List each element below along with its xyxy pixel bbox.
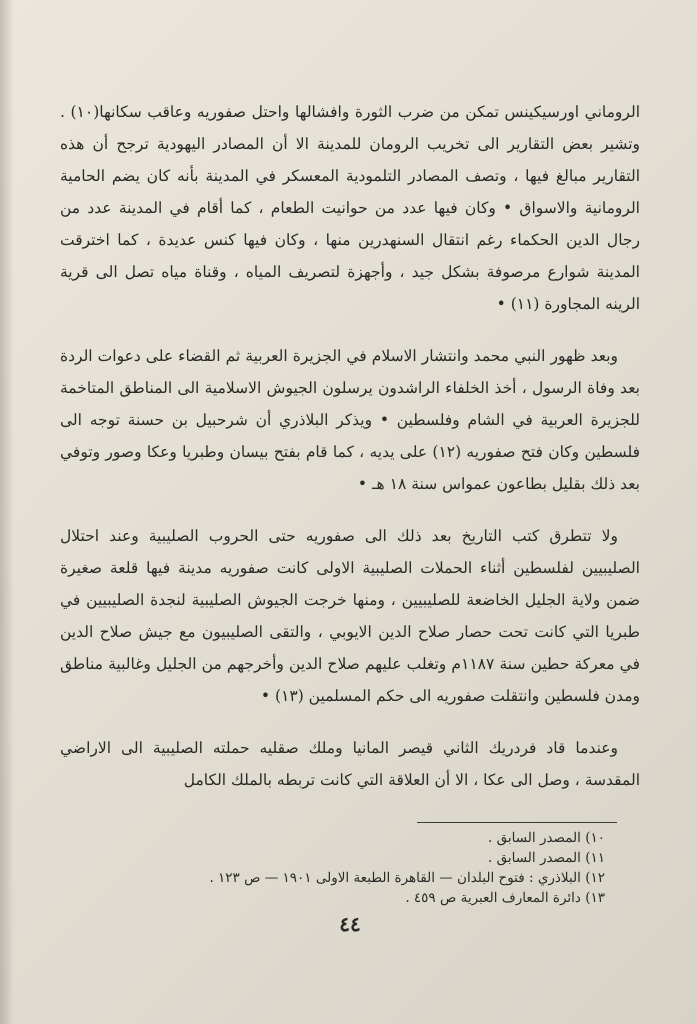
footnote-separator [417,822,617,823]
page-number: ٤٤ [339,912,361,936]
footnote-11: ١١) المصدر السابق . [488,850,605,866]
paragraph-1: الروماني اورسيكينس تمكن من ضرب الثورة وافشالها واحتل صفوريه وعاقب سكانها(١٠) . وتشير بعض التقارير الى تخريب الرومان للمدينة الا أن المصادر اليهودية ترجح أن هذه التقارير مبالغ فيها ، وتصف المصادر التلمودية المعسكر في المدينة بأنه كان يضم الحامية الرومانية والاسواق • وكان فيها عدد من حوانيت الطعام ، كما أقام في المدينة عدد من رجال الدين الحكماء رغم انتقال السنهدرين منها ، وكان فيها كنس عديدة ، كما اخترقت المدينة شوارع مرصوفة بشكل جيد ، وأجهزة لتصريف المياه ، وقناة مياه تصل الى قرية الرينه المجاورة (١١) • [60,103,640,313]
page-gutter-shadow [0,0,14,1024]
paragraph-4: وعندما قاد فردريك الثاني قيصر المانيا وملك صقليه حملته الصليبية الى الاراضي المقدسة ، وصل الى عكا ، الا أن العلاقة التي كانت تربطه بالملك الكامل [60,739,640,789]
paragraph-2: وبعد ظهور النبي محمد وانتشار الاسلام في الجزيرة العربية ثم القضاء على دعوات الردة بعد وفاة الرسول ، أخذ الخلفاء الراشدون يرسلون الجيوش الاسلامية الى المناطق المتاخمة للجزيرة العربية في الشام وفلسطين • ويذكر البلاذري أن شرحبيل بن حسنة توجه الى فلسطين وكان فتح صفوريه (١٢) على يديه ، كما قام بفتح بيسان وطبريا وعكا وصور وتوفي بعد ذلك بقليل بطاعون عمواس سنة ١٨ هـ • [60,347,640,493]
footnote-12: ١٢) البلاذري : فتوح البلدان — القاهرة الطبعة الاولى ١٩٠١ — ص ١٢٣ . [209,870,605,886]
footnote-10: ١٠) المصدر السابق . [488,830,605,846]
paragraph-3: ولا تتطرق كتب التاريخ بعد ذلك الى صفوريه حتى الحروب الصليبية وعند احتلال الصليبيين لفلسطين أثناء الحملات الصليبية الاولى كانت صفوريه مدينة فيها قلعة صغيرة ضمن ولاية الجليل الخاضعة للصليبيين ، ومنها خرجت الجيوش الصليبية لنجدة الصليبيين في طبريا التي كانت تحت حصار صلاح الدين الايوبي ، والتقى الصليبيون مع جيش صلاح الدين في معركة حطين سنة ١١٨٧م وتغلب عليهم صلاح الدين وأخرجهم من الجليل وغالبية مناطق ومدن فلسطين وانتقلت صفوريه الى حكم المسلمين (١٣) • [60,527,640,705]
footnotes [125,828,605,908]
footnote-13: ١٣) دائرة المعارف العبرية ص ٤٥٩ . [405,890,605,906]
body-text [60,96,640,816]
